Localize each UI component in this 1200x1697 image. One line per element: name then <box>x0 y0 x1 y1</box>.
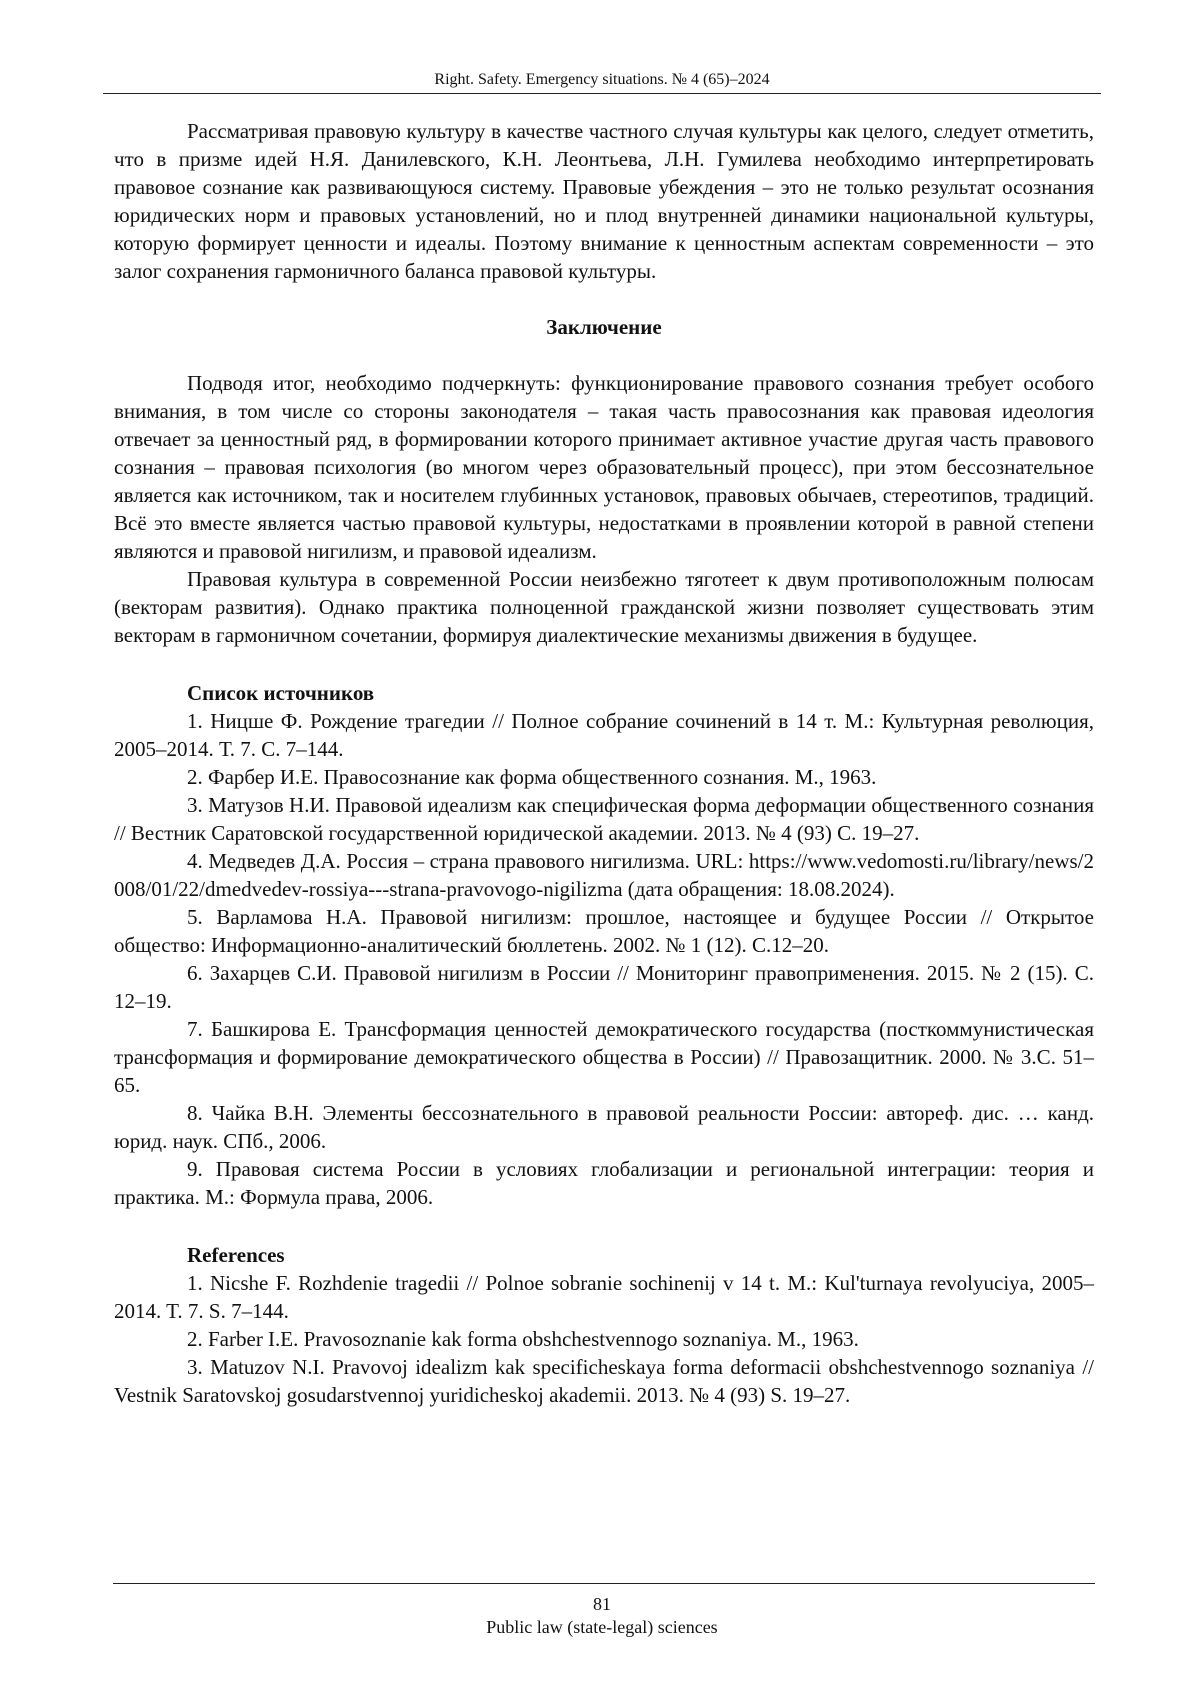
source-item: 4. Медведев Д.А. Россия – страна правового нигилизма. URL: https://www.vedomosti.ru/library/news/2008/01/22/dmedvedev-rossiya---strana-pravovogo-nigilizma (дата обращения: 18.08.2024). <box>114 849 1094 901</box>
references-list <box>114 1269 1094 1409</box>
source-item: 5. Варламова Н.А. Правовой нигилизм: прошлое, настоящее и будущее России // Открытое общество: Информационно-аналитический бюллетень. 2002. № 1 (12). С.12–20. <box>114 905 1094 957</box>
spacer <box>114 285 1094 313</box>
source-item: 2. Фарбер И.Е. Правосознание как форма общественного сознания. М., 1963. <box>187 765 877 789</box>
source-item: 1. Ницше Ф. Рождение трагедии // Полное собрание сочинений в 14 т. М.: Культурная революция, 2005–2014. Т. 7. С. 7–144. <box>114 709 1094 761</box>
reference-item: 3. Matuzov N.I. Pravovoj idealizm kak specificheskaya forma deformacii obshchestvennogo soznaniya // Vestnik Saratovskoj gosudarstvennoj yuridicheskoj akademii. 2013. № 4 (93) S. 19–27. <box>114 1355 1094 1407</box>
source-item: 7. Башкирова Е. Трансформация ценностей демократического государства (посткоммунистическая трансформация и формирование демократического общества в России) // Правозащитник. 2000. № 3.С. 51–65. <box>114 1017 1094 1097</box>
sources-heading: Список источников <box>187 681 375 705</box>
reference-item: 2. Farber I.E. Pravosoznanie kak forma obshchestvennogo soznaniya. M., 1963. <box>187 1327 859 1351</box>
reference-item: 1. Nicshe F. Rozhdenie tragedii // Polnoe sobranie sochinenij v 14 t. M.: Kul'turnaya revolyuciya, 2005–2014. T. 7. S. 7–144. <box>114 1271 1094 1323</box>
conclusion-paragraph: Подводя итог, необходимо подчеркнуть: функционирование правового сознания требует особого внимания, в том числе со стороны законодателя – такая часть правосознания как правовая идеология отвечает за ценностный ряд, в формировании которого принимает активное участие другая часть правового сознания – правовая психология (во многом через образовательный процесс), при этом бессознательное является как источником, так и носителем глубинных установок, правовых обычаев, стереотипов, традиций. Всё это вместе является частью правовой культуры, недостатками в проявлении которой в равной степени являются и правовой нигилизм, и правовой идеализм. <box>114 371 1094 563</box>
sources-list <box>114 707 1094 1211</box>
spacer <box>114 1211 1094 1241</box>
references-heading: References <box>187 1243 285 1267</box>
spacer <box>114 649 1094 679</box>
source-item: 8. Чайка В.Н. Элементы бессознательного в правовой реальности России: автореф. дис. … канд. юрид. наук. СПб., 2006. <box>114 1101 1094 1153</box>
intro-paragraph: Рассматривая правовую культуру в качестве частного случая культуры как целого, следует отметить, что в призме идей Н.Я. Данилевского, К.Н. Леонтьева, Л.Н. Гумилева необходимо интерпретировать правовое сознание как развивающуюся систему. Правовые убеждения – это не только результат осознания юридических норм и правовых установлений, но и плод внутренней динамики национальной культуры, которую формирует ценности и идеалы. Поэтому внимание к ценностным аспектам современности – это залог сохранения гармоничного баланса правовой культуры. <box>114 119 1094 283</box>
source-item: 3. Матузов Н.И. Правовой идеализм как специфическая форма деформации общественного сознания // Вестник Саратовской государственной юридической академии. 2013. № 4 (93) С. 19–27. <box>114 793 1094 845</box>
page-number: 81 <box>593 1594 611 1614</box>
running-footer: Public law (state-legal) sciences <box>486 1617 718 1637</box>
page-body <box>114 117 1094 1409</box>
conclusion-paragraph: Правовая культура в современной России неизбежно тяготеет к двум противоположным полюсам (векторам развития). Однако практика полноценной гражданской жизни позволяет существовать этим векторам в гармоничном сочетании, формируя диалектические механизмы движения в будущее. <box>114 567 1094 647</box>
source-item: 6. Захарцев С.И. Правовой нигилизм в России // Мониторинг правоприменения. 2015. № 2 (15). С. 12–19. <box>114 961 1094 1013</box>
spacer <box>114 341 1094 369</box>
running-header: Right. Safety. Emergency situations. № 4 (65)–2024 <box>434 71 770 88</box>
source-item: 9. Правовая система России в условиях глобализации и региональной интеграции: теория и практика. М.: Формула права, 2006. <box>114 1157 1094 1209</box>
conclusion-heading: Заключение <box>546 315 662 339</box>
header-divider <box>103 93 1101 94</box>
footer-divider <box>113 1583 1095 1584</box>
